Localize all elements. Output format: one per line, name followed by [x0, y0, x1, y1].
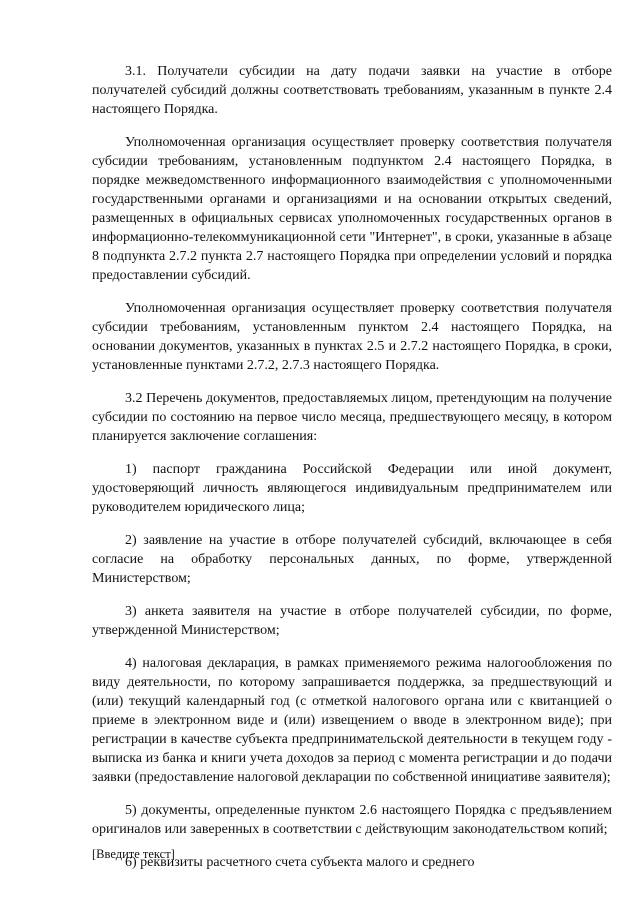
- paragraph-3-1: 3.1. Получатели субсидии на дату подачи заявки на участие в отборе получателей субсидий должны соответствовать требованиям, указанным в пункте 2.4 настоящего Порядка.: [92, 64, 612, 117]
- list-item-6: 6) реквизиты расчетного счета субъекта малого и среднего: [125, 855, 475, 870]
- list-item-2: 2) заявление на участие в отборе получателей субсидий, включающее в себя согласие на обработку персональных данных, по форме, утвержденной Министерством;: [92, 533, 612, 586]
- footer-text-placeholder[interactable]: [Введите текст]: [92, 847, 175, 861]
- list-item-5: 5) документы, определенные пунктом 2.6 настоящего Порядка с предъявлением оригиналов или заверенных в соответствии с действующим законодательством копий;: [92, 803, 612, 837]
- document-body: [92, 62, 612, 886]
- paragraph-3-2: 3.2 Перечень документов, предоставляемых лицом, претендующим на получение субсидии по состоянию на первое число месяца, предшествующего месяцу, в котором планируется заключение соглашения:: [92, 391, 612, 444]
- paragraph-verification-documents: Уполномоченная организация осуществляет проверку соответствия получателя субсидии требованиям, установленным пунктом 2.4 настоящего Порядка, на основании документов, указанных в пунктах 2.5 и 2.7.2 настоящего Порядка, в сроки, установленные пунктами 2.7.2, 2.7.3 настоящего Порядка.: [92, 301, 612, 373]
- list-item-3: 3) анкета заявителя на участие в отборе получателей субсидии, по форме, утвержденной Министерством;: [92, 604, 612, 638]
- list-item-4: 4) налоговая декларация, в рамках применяемого режима налогообложения по виду деятельности, по которому запрашивается поддержка, за предшествующий и (или) текущий календарный год (с отметкой налогового органа или с квитанцией о приеме в электронном виде и (или) извещением о вводе в электронном виде); при регистрации в качестве субъекта предпринимательской деятельности в текущем году - выписка из банка и книги учета доходов за период с момента регистрации и до подачи заявки (предоставление налоговой декларации по собственной инициативе заявителя);: [92, 656, 612, 785]
- list-item-1: 1) паспорт гражданина Российской Федерации или иной документ, удостоверяющий личность являющегося индивидуальным предпринимателем или руководителем юридического лица;: [92, 462, 612, 515]
- paragraph-verification-interagency: Уполномоченная организация осуществляет проверку соответствия получателя субсидии требованиям, установленным подпунктом 2.4 настоящего Порядка, в порядке межведомственного информационного взаимодействия с уполномоченными государственными органами и организациями и на основании открытых сведений, размещенных в официальных сервисах уполномоченных государственных органов в информационно-телекоммуникационной сети "Интернет", в сроки, указанные в абзаце 8 подпункта 2.7.2 пункта 2.7 настоящего Порядка при определении условий и порядка предоставлении субсидий.: [92, 135, 612, 283]
